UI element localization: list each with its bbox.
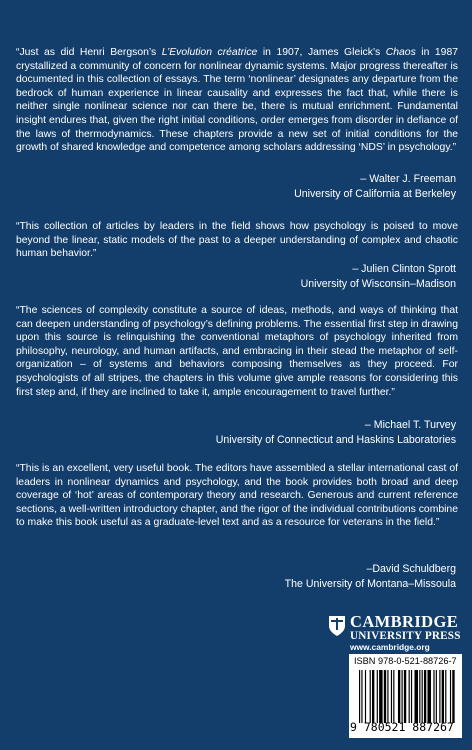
quote-institution: The University of Montana–Missoula (284, 578, 456, 590)
quote-institution: University of California at Berkeley (294, 188, 456, 200)
quote-schuldberg: “This is an excellent, very useful book. The editors have assembled a stellar international cast of leaders in nonlinear dynamics and psychology, and the book provides both broad and deep coverage of ‘hot’ areas of contemporary theory and research. Generous and current reference sections, a well-written introductory chapter, and the rigor of the individual contributions combine to make this book useful as a graduate-level text and as a resource for veterans in the field.” (16, 463, 458, 529)
quote-sprott: “This collection of articles by leaders in the field shows how psychology is poised to move beyond the linear, static models of the past to a deeper understanding of complex and chaotic human behavior.” (16, 221, 458, 260)
quote-institution: University of Connecticut and Haskins Laboratories (215, 434, 456, 446)
barcode-digits: 9 780521 887267 (350, 720, 454, 734)
attribution-sprott (156, 262, 456, 292)
quote-author: – Michael T. Turvey (364, 419, 456, 431)
attribution-schuldberg (156, 562, 456, 592)
isbn-label: ISBN 978-0-521-88726-7 (354, 656, 457, 666)
quote-book-title: L’Evolution créatrice (161, 47, 258, 58)
quote-freeman (16, 46, 458, 155)
quote-author: – Julien Clinton Sprott (352, 263, 456, 275)
cambridge-crest-icon (328, 615, 346, 637)
attribution-turvey (156, 418, 456, 448)
barcode-icon (359, 670, 457, 723)
quote-text-part: in 1907, James Gleick’s (257, 47, 386, 58)
publisher-url: www.cambridge.org (350, 642, 430, 652)
quote-turvey: “The sciences of complexity constitute a source of ideas, methods, and ways of thinking that can deepen understanding of psychology’s defining problems. The essential first step in drawing upon this source is relinquishing the conventional metaphors of psychology inherited from philosophy, neurology, and human artifacts, and embracing in their stead the metaphor of self-organization – of systems and behaviors composing themselves as they proceed. For psychologists of all stripes, the chapters in this volume give ample reasons for considering this first step and, if they are inclined to take it, ample encouragement to travel further.” (16, 305, 458, 398)
quote-author: –David Schuldberg (366, 563, 456, 575)
quote-text-part: in 1987 crystallized a community of concern for nonlinear dynamic systems. Major progress thereafter is documented in this collection of essays. The term ‘nonlinear’ designates any departure from the bedrock of human experience in linear causality and expresses the fact that, while there is neither single nonlinear science nor can there be, there is mutual enrichment. Fundamental insight endures that, given the right initial conditions, order emerges from disorder in defiance of the laws of thermodynamics. These chapters provide a new set of initial conditions for the growth of shared knowledge and competence among scholars addressing ‘NDS’ in psychology.” (16, 47, 459, 154)
quote-book-title: Chaos (385, 47, 416, 58)
quote-institution: University of Wisconsin–Madison (300, 278, 456, 290)
quote-author: – Walter J. Freeman (360, 173, 456, 185)
publisher-block (350, 614, 460, 653)
quote-text-part: “Just as did Henri Bergson’s (16, 47, 162, 58)
publisher-subtitle: UNIVERSITY PRESS (350, 630, 461, 642)
isbn-barcode-box (349, 654, 462, 738)
attribution-freeman (156, 172, 456, 202)
publisher-name: CAMBRIDGE (350, 612, 459, 631)
